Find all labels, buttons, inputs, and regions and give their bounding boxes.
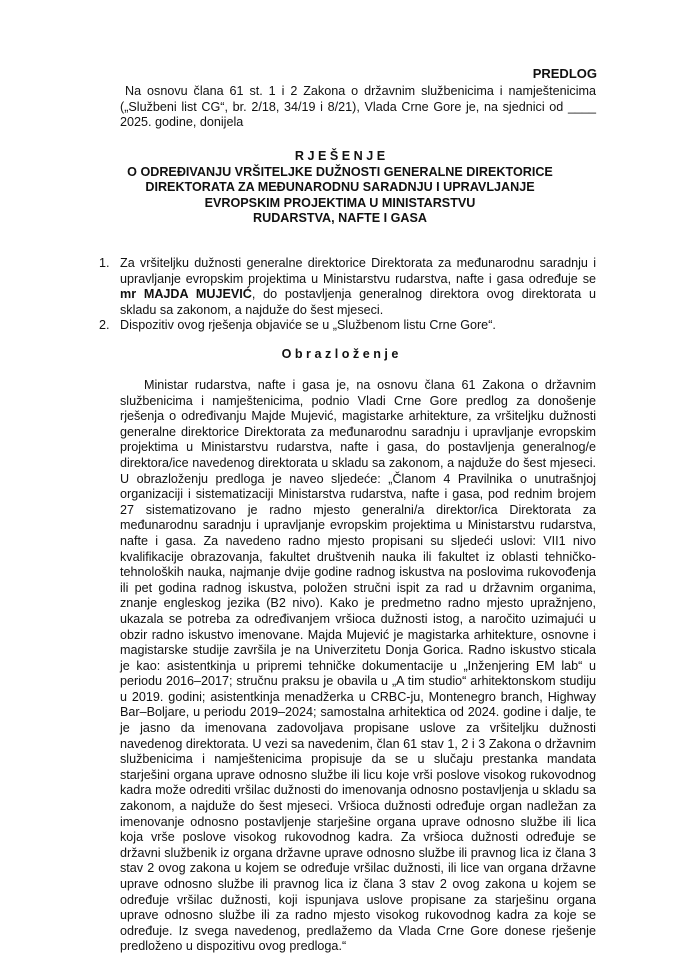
reasoning-heading: O b r a z l o ž e n j e <box>281 347 399 361</box>
reasoning-paragraph: Ministar rudarstva, nafte i gasa je, na osnovu člana 61 Zakona o državnim službenicima i namještenicima, podnio Vladi Crne Gore predlog za donošenje rješenja o određivanju Majde Mujević, magistarke arhitekture, za vršiteljku dužnosti generalne direktorice Direktorata za međunarodnu saradnju i upravljanje evropskim projektima u Ministarstvu rudarstva, nafte i gasa, do postavljenja generalnog/e direktora/ice navedenog direktorata u skladu sa zakonom, a najduže do šest mjeseci. U obrazloženju predloga je naveo sljedeće: „Članom 4 Pravilnika o unutrašnjoj organizaciji i sistematizaciji Ministarstva rudarstva, nafte i gasa, pod rednim brojem 27 sistematizovano je radno mjesto generalni/a direktor/ica Direktorata za međunarodnu saradnju i upravljanje evropskim projektima u Ministarstvu rudarstva, nafte i gasa. Za navedeno radno mjesto propisani su sljedeći uslovi: VII1 nivo kvalifikacije obrazovanja, fakultet društvenih nauka ili fakultet iz oblasti tehničko-tehnoloških nauka, najmanje dvije godine radnog iskustva na poslovima rukovođenja ili pet godina radnog iskustva, položen stručni ispit za rad u državnim organima, znanje engleskog jezika (B2 nivo). Kako je predmetno radno mjesto upražnjeno, ukazala se potreba za određivanjem vršioca dužnosti istog, a naročito uzimajući u obzir radno iskustvo imenovane. Majda Mujević je magistarka arhitekture, osnovne i magistarske studije završila je na Univerzitetu Donja Gorica. Radno iskustvo sticala je kao: asistentkinja u pripremi tehničke dokumentacije u „Inženjering EM lab“ u periodu 2016–2017; stručnu praksu je obavila u „A tim studio“ arhitektonskom studiju u 2019. godini; asistentkinja menadžerka u CRBC-ju, Montenegro branch, Highway Bar–Boljare, u periodu 2019–2024; samostalna arhitektica od 2024. godine i dalje, te je jasno da imenovana zadovoljava propisane uslove za vršiteljku dužnosti navedenog direktorata. U vezi sa navedenim, član 61 stav 1, 2 i 3 Zakona o državnim službenicima i namještenicima propisuje da se u slučaju prestanka mandata starješini organa uprave odnosno službe ili licu koje vrši poslove visokog rukovodnog kadra može odrediti vršilac dužnosti do imenovanja odnosno postavljenja u skladu sa zakonom, a najduže do šest mjeseci. Vršioca dužnosti određuje organ nadležan za imenovanje odnosno postavljenje starješine organa uprave odnosno službe ili lica koja vrše poslove visokog rukovodnog kadra. Za vršioca dužnosti određuje se državni službenik iz organa državne uprave odnosno službe ili pravnog lica iz člana 3 stav 2 ovog zakona u kojem se određuje vršilac dužnosti, ili lice van organa državne uprave odnosno službe ili pravnog lica iz člana 3 stav 2 ovog zakona u kojem se određuje vršilac dužnosti, koji ispunjava uslove propisane za starješinu organa uprave odnosno službe ili za radno mjesto visokog rukovodnog kadra za koje se određuje. Iz svega navedenog, predlažemo da Vlada Crne Gore donese rješenje predloženo u dispozitivu ovog predloga.“ <box>120 378 596 954</box>
title-line: EVROPSKIM PROJEKTIMA U MINISTARSTVU <box>204 195 476 210</box>
document-label: PREDLOG <box>532 66 597 81</box>
decision-item <box>99 318 596 334</box>
title-line: O ODREĐIVANJU VRŠITELJKE DUŽNOSTI GENERALNE DIREKTORICE <box>127 164 553 179</box>
item-text: Dispozitiv ovog rješenja objaviće se u „Službenom listu Crne Gore“. <box>120 318 496 333</box>
intro-paragraph: Na osnovu člana 61 st. 1 i 2 Zakona o državnim službenicima i namještenicima („Službeni list CG“, br. 2/18, 34/19 i 8/21), Vlada Crne Gore je, na sjednici od ____ 2025. godine, donijela <box>120 84 596 130</box>
appointee-name: mr MAJDA MUJEVIĆ <box>120 287 252 302</box>
item-text: Za vršiteljku dužnosti generalne direktorice Direktorata za međunarodnu saradnju i upravljanje evropskim projektima u Ministarstvu rudarstva, nafte i gasa određuje se <box>120 256 596 286</box>
title-line: R J E Š E N J E <box>294 149 386 163</box>
title-line: DIREKTORATA ZA MEĐUNARODNU SARADNJU I UPRAVLJANJE <box>145 180 535 195</box>
decision-item <box>99 256 596 318</box>
item-number: 1. <box>99 256 110 270</box>
title-line: RUDARSTVA, NAFTE I GASA <box>253 211 427 226</box>
decision-items <box>99 256 596 334</box>
item-text: , do postavljenja generalnog direktora ovog direktorata u skladu sa zakonom, a najduže do šest mjeseci. <box>120 287 596 317</box>
item-number: 2. <box>99 318 110 333</box>
decision-title <box>80 149 600 227</box>
